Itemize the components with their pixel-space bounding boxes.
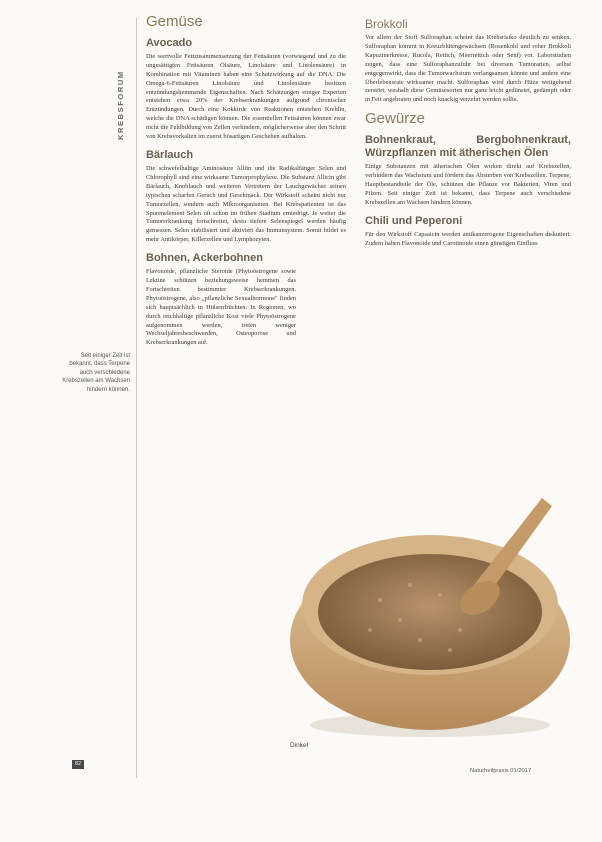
column-divider: [136, 18, 137, 778]
heading-bohnen: Bohnen, Ackerbohnen: [146, 252, 263, 265]
heading-baerlauch: Bärlauch: [146, 148, 194, 161]
paragraph-brokkoli: Vor allem der Stoff Sulforaphan scheint das Krebsrisiko deutlich zu senken. Sulforaphan kommt in Kreuzblütengewächsen (Rosenkohl und roher Brokkoli Kapuzinerkresse, Rucola, Rettich, Meerrettich oder Senf) vor. Laborstudien zeigen, dass eine Sulforaphanzufuhr bei diversen Tumorarten, selbst entgegenwirkt, dass die Tumorwachstum verlangsamen könnte und andere eine Überlebensrate wirksamer macht. Sulforaphan wird durch Hitze weitgehend zerstört, weshalb diese Gemüsesorten nur ganz leicht gedünstet, gedämpft oder in Fett angebraten und noch knackig verzehrt werden sollte.: [365, 34, 571, 104]
paragraph-baerlauch: Die schwefelhaltige Aminosäure Alliin und die Radikalfänger Selen und Chlorophyll sind eine wirksame Tumorprophylaxe. Die Substanz Allicin gibt Bärlauch, Knoblauch und weiteren Vertretern der Lauchgewächse seinen typischen scharfen Geruch und Geschmack. Der Wirkstoff scheint nicht nur Tumorzellen, sondern auch Mikroorganismen. Bei Krebspatienten ist das Spurenelement Selen oft schon im frühen Stadium erniedrigt. Je weiter die Tumorerkrankung fortschreitet, desto tiefere Selenspiegel werden häufig gemessen. Selen stabilisiert und aktiviert das Immunsystem. Somit bildet es mehr Antikörper, Killerzellen und Lymphozyten.: [146, 164, 346, 244]
paragraph-chili: Für den Wirkstoff Capsaicin werden antikanzerogene Eigenschaften diskutiert. Zudem haben Flavonoide und Carotinoide einen günstigen Einfluss: [365, 230, 571, 247]
section-title-gemuese: Gemüse: [146, 13, 203, 30]
heading-bohnenkraut: Bohnenkraut, Bergbohnenkraut, Würzpflanzen mit ätherischen Ölen: [365, 134, 571, 160]
spelt-bowl-photo: [280, 480, 580, 750]
heading-avocado: Avocado: [146, 36, 193, 49]
left-column: [146, 13, 346, 355]
photo-caption: Dinkel: [290, 742, 309, 749]
right-column: [365, 18, 571, 256]
heading-brokkoli: Brokkoli: [365, 17, 408, 31]
magazine-footer: Naturheilpraxis 01/2017: [470, 768, 532, 774]
section-side-label: KREBSFORUM: [116, 70, 125, 140]
paragraph-bohnen: Flavonoide, pflanzliche Steroide (Phytoöstrogene sowie Lektine schützen beziehungsweise hemmen das Fortschreiten bestimmter Krebserkrankungen. Phytoöstrogene, also „pflanzliche Sexualhormone" finden sich hauptsächlich in Hülsenfrüchten. In Regionen, wo durch reichhaltige pflanzliche Kost viele Phytoöstrogene aufgenommen werden, treten weniger Wechseljahresbeschwerden, Osteoporose und Krebserkrankungen auf.: [146, 268, 296, 347]
paragraph-bohnenkraut: Einige Substanzen mit ätherischen Ölen wirken direkt auf Krebszellen, verhindern das Wachstum und fördern das Absterben von Krebszellen. Terpene, Hauptbestandteile der Öle, schützen die Pflanze vor Bakterien, Viren und Pilzen. Seit einiger Zeit ist bekannt, dass Terpene auch verschiedene Krebszellen am Wachsen hindern können.: [365, 163, 571, 206]
paragraph-avocado: Die wertvolle Fettzusammensetzung der Fettsäuren (vorwiegend und zu die ungesättigten Fettsäuren Ölsäure, Linolsäure und Linolensäure) in Kombination mit Vitaminen haben eine Schutzwirkung auf die DNA. Die Omega-6-Fettsäuren Linolsäure und Linolensäure besitzen entzündungshemmende Eigenschaften. Nach Schätzungen einiger Experten entstehen etwa 20% der Krebserkrankungen aufgrund chronischer Entzündungen. Durch eine Kokkirde von Reaktionen entstehen Kreblin, welche die DNA schädigen können. Die essentiellen Fettsäuren können zwar nicht die Fehlbildung von Zellen verhindern, möglicherweise aber den Schritt von Krebsvorkalien im zuerst bösartigen Geschehen aufhalten.: [146, 52, 346, 141]
heading-chili: Chili und Peperoni: [365, 214, 463, 227]
page-number: 82: [72, 760, 84, 769]
pull-quote: Seit einiger Zeit ist bekannt, dass Terpene auch verschiedene Krebszellen am Wachsen hindern können.: [62, 353, 130, 393]
section-title-gewuerze: Gewürze: [365, 110, 426, 128]
